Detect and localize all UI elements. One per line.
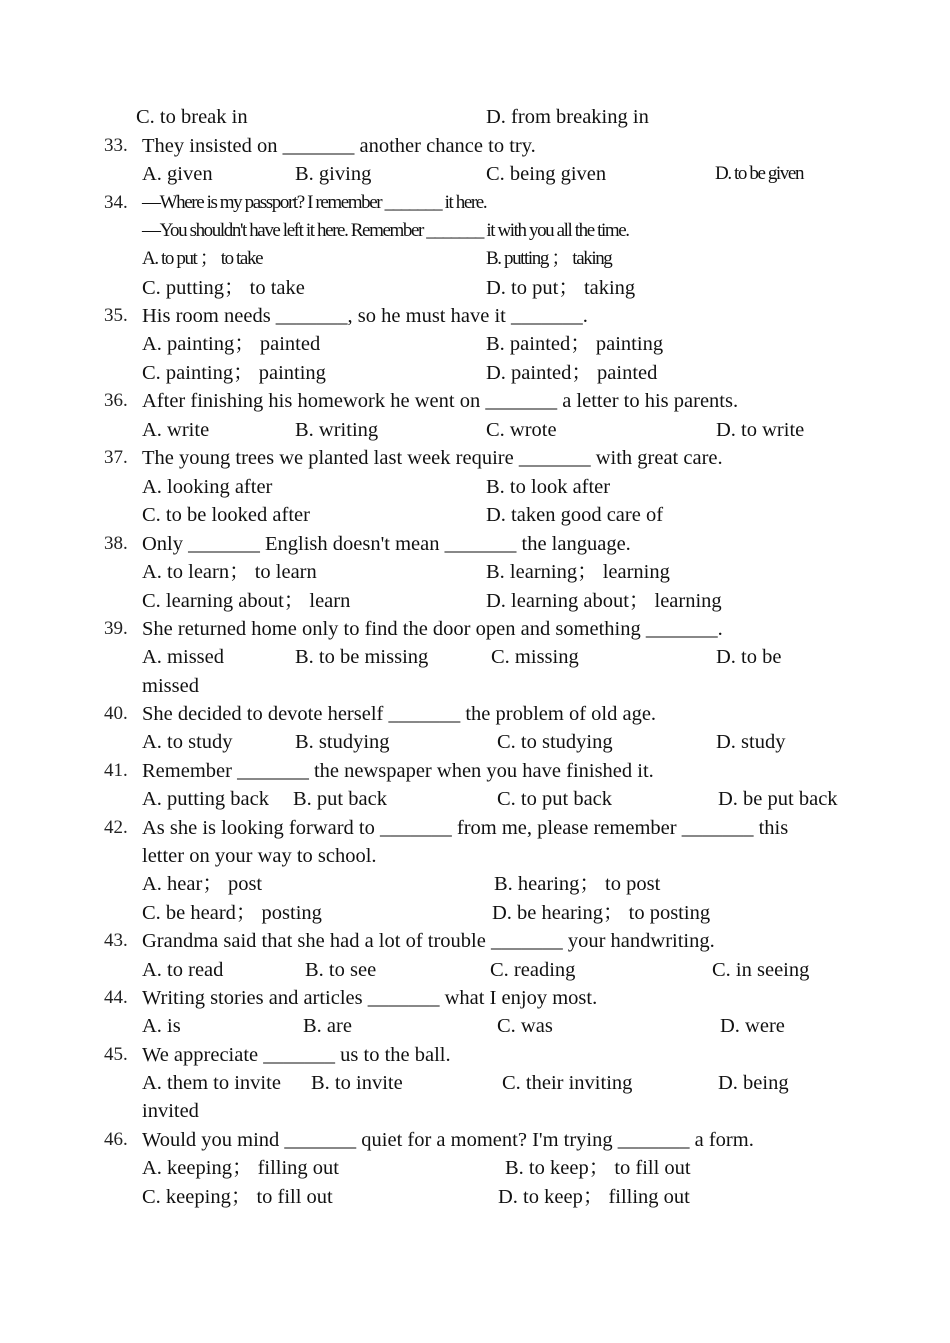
option-a: A. to learn； to learn: [142, 561, 317, 583]
question-number: 34.: [104, 192, 128, 213]
option-a: A. missed: [142, 646, 224, 668]
option-c: C. painting； painting: [142, 362, 326, 384]
option-d: D. from breaking in: [486, 106, 649, 128]
option-b: B. putting ； taking: [486, 248, 612, 269]
option-d: D. learning about； learning: [486, 590, 722, 612]
question-number: 37.: [104, 447, 128, 468]
option-b: B. giving: [295, 163, 372, 185]
option-c: C. their inviting: [502, 1072, 633, 1094]
option-c: C. to be looked after: [142, 504, 310, 526]
option-d: D. study: [716, 731, 786, 753]
option-c: C. reading: [490, 959, 576, 981]
question-stem-line2: —You shouldn't have left it here. Remember _______ it with you all the time.: [142, 220, 629, 241]
option-c: C. was: [497, 1015, 553, 1037]
option-c: C. be heard； posting: [142, 902, 322, 924]
option-d-continued: missed: [142, 675, 199, 697]
question-number: 35.: [104, 305, 128, 326]
option-d: D. painted； painted: [486, 362, 658, 384]
option-a: A. keeping； filling out: [142, 1157, 340, 1179]
option-d: D. to put； taking: [486, 277, 636, 299]
question-stem: She returned home only to find the door open and something _______.: [142, 618, 723, 640]
option-a: A. looking after: [142, 476, 273, 498]
question-stem-line2: letter on your way to school.: [142, 845, 377, 867]
question-stem: Only _______ English doesn't mean _______ the language.: [142, 533, 631, 555]
option-b: B. painted； painting: [486, 333, 664, 355]
question-number: 43.: [104, 930, 128, 951]
option-d: D. taken good care of: [486, 504, 664, 526]
option-a: A. write: [142, 419, 210, 441]
option-a: A. hear； post: [142, 873, 263, 895]
option-a: A. is: [142, 1015, 181, 1037]
option-a: A. them to invite: [142, 1072, 281, 1094]
question-stem: Grandma said that she had a lot of trouble _______ your handwriting.: [142, 930, 715, 952]
option-c: C. to put back: [497, 788, 613, 810]
option-b: B. studying: [295, 731, 390, 753]
question-stem: She decided to devote herself _______ the problem of old age.: [142, 703, 657, 725]
question-number: 40.: [104, 703, 128, 724]
option-b: B. to be missing: [295, 646, 429, 668]
question-number: 39.: [104, 618, 128, 639]
option-b: B. hearing； to post: [494, 873, 661, 895]
option-c: C. putting； to take: [142, 277, 305, 299]
option-d-continued: invited: [142, 1100, 199, 1122]
question-stem: Writing stories and articles _______ what I enjoy most.: [142, 987, 598, 1009]
option-b: B. to look after: [486, 476, 611, 498]
question-stem: His room needs _______, so he must have it _______.: [142, 305, 588, 327]
question-stem: They insisted on _______ another chance to try.: [142, 135, 536, 157]
option-b: B. to invite: [311, 1072, 403, 1094]
option-c: C. wrote: [486, 419, 557, 441]
option-c: C. to break in: [136, 106, 248, 128]
question-number: 46.: [104, 1129, 128, 1150]
option-a: A. painting； painted: [142, 333, 321, 355]
option-b: B. to see: [305, 959, 377, 981]
question-stem: —Where is my passport? I remember _______ it here.: [142, 192, 487, 213]
option-d: D. to write: [716, 419, 805, 441]
option-a: A. to study: [142, 731, 233, 753]
question-number: 42.: [104, 817, 128, 838]
option-c: C. being given: [486, 163, 607, 185]
option-a: A. to read: [142, 959, 224, 981]
option-b: B. are: [303, 1015, 352, 1037]
option-d: D. being: [718, 1072, 789, 1094]
question-number: 38.: [104, 533, 128, 554]
question-stem: Remember _______ the newspaper when you have finished it.: [142, 760, 654, 782]
option-d: D. to be given: [715, 163, 804, 184]
option-c: C. keeping； to fill out: [142, 1186, 333, 1208]
option-d: D. to be: [716, 646, 782, 668]
option-b: B. to keep； to fill out: [505, 1157, 691, 1179]
question-number: 44.: [104, 987, 128, 1008]
question-number: 41.: [104, 760, 128, 781]
question-number: 33.: [104, 135, 128, 156]
option-d: C. in seeing: [712, 959, 810, 981]
option-d: D. be hearing； to posting: [492, 902, 711, 924]
option-c: C. missing: [491, 646, 579, 668]
option-a: A. given: [142, 163, 213, 185]
option-d: D. to keep； filling out: [498, 1186, 690, 1208]
option-b: B. learning； learning: [486, 561, 670, 583]
option-a: A. to put ； to take: [142, 248, 263, 269]
option-b: B. put back: [293, 788, 387, 810]
question-stem: We appreciate _______ us to the ball.: [142, 1044, 451, 1066]
question-stem: After finishing his homework he went on _______ a letter to his parents.: [142, 390, 739, 412]
option-c: C. to studying: [497, 731, 613, 753]
option-d: D. be put back: [718, 788, 838, 810]
question-number: 45.: [104, 1044, 128, 1065]
question-stem: As she is looking forward to _______ from me, please remember _______ this: [142, 817, 789, 839]
question-stem: The young trees we planted last week require _______ with great care.: [142, 447, 723, 469]
option-c: C. learning about； learn: [142, 590, 351, 612]
option-a: A. putting back: [142, 788, 269, 810]
option-d: D. were: [720, 1015, 785, 1037]
question-number: 36.: [104, 390, 128, 411]
option-b: B. writing: [295, 419, 379, 441]
question-stem: Would you mind _______ quiet for a moment? I'm trying _______ a form.: [142, 1129, 754, 1151]
